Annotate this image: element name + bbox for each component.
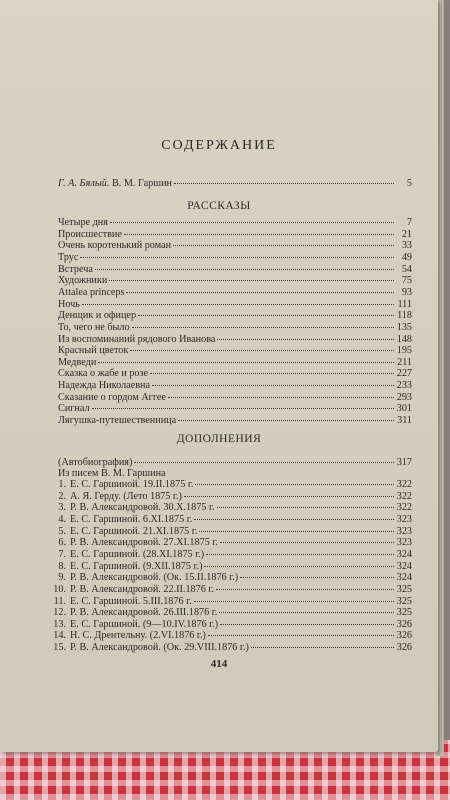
page-number: 414 <box>210 658 228 670</box>
page-ref: 326 <box>396 630 412 642</box>
entry-title: Н. С. Дрентельну. (2.VI.1876 г.) <box>70 630 206 642</box>
leader-dots <box>206 554 394 555</box>
entry-title: Е. С. Гаршиной. 6.XI.1875 г. <box>70 513 193 525</box>
page-ref: 54 <box>401 263 412 275</box>
leader-dots <box>110 222 394 223</box>
leader-dots <box>173 245 394 246</box>
entry-title: Сигнал <box>58 403 90 415</box>
toc-entry-story <box>58 217 412 228</box>
toc-entry-story <box>58 310 412 321</box>
letter-number: 15. <box>53 642 66 654</box>
leader-dots <box>150 373 394 374</box>
leader-dots <box>204 566 394 567</box>
leader-dots <box>126 292 394 293</box>
leader-dots <box>199 531 394 532</box>
entry-title: Из воспоминаний рядового Иванова <box>58 333 216 345</box>
entry-title: Денщик и офицер <box>58 310 137 322</box>
leader-dots <box>138 315 394 316</box>
leader-dots <box>194 519 394 520</box>
leader-dots <box>174 183 394 184</box>
page-ref: 195 <box>396 345 412 357</box>
leader-dots <box>178 420 394 421</box>
leader-dots <box>217 339 394 340</box>
page-ref: 21 <box>401 228 412 240</box>
toc-entry-letter <box>50 607 412 618</box>
intro-author: Г. А. Бялый. <box>58 178 110 189</box>
leader-dots <box>134 462 394 463</box>
toc-entry-story <box>58 264 412 275</box>
leader-dots <box>184 496 394 497</box>
leader-dots <box>219 612 394 613</box>
entry-title: Очень коротенький роман <box>58 240 172 252</box>
entry-title: Ночь <box>58 298 80 310</box>
letter-number: 1. <box>58 479 66 490</box>
toc-entry-story <box>58 345 412 356</box>
entry-title: Художники <box>58 275 108 287</box>
page-ref: 33 <box>401 240 412 252</box>
letter-number: 7. <box>58 548 66 560</box>
entry-title: Сказка о жабе и розе <box>58 368 149 380</box>
entry-title: Надежда Николаевна <box>58 380 150 392</box>
entry-title: Четыре дня <box>58 217 108 228</box>
entry-title: Р. В. Александровой. 27.XI.1875 г. <box>70 537 218 549</box>
leader-dots <box>132 327 394 328</box>
page-ref: 148 <box>396 333 412 345</box>
leader-dots <box>220 542 394 543</box>
letter-number: 2. <box>58 490 66 502</box>
page-ref: 323 <box>396 513 412 525</box>
toc-entry-letter <box>50 642 412 653</box>
page-ref: 323 <box>396 525 412 537</box>
entry-title: Лягушка-путешественница <box>58 415 177 427</box>
page-ref: 317 <box>396 457 412 468</box>
toc-entry-story <box>58 299 412 310</box>
leader-dots <box>80 257 394 258</box>
leader-dots <box>95 269 394 270</box>
page-ref: 324 <box>396 548 412 560</box>
entry-title: Е. С. Гаршиной. 21.XI.1875 г. <box>70 525 198 537</box>
page-ref: 111 <box>397 298 412 310</box>
letter-number: 6. <box>58 537 66 549</box>
page-ref: 293 <box>396 391 412 403</box>
toc-entry-story <box>58 415 412 426</box>
letter-number: 12. <box>53 607 66 619</box>
toc-entry-story <box>58 229 412 240</box>
section-title-additions: ДОПОЛНЕНИЯ <box>176 433 262 445</box>
leader-dots <box>109 280 394 281</box>
leader-dots <box>195 484 394 485</box>
leader-dots <box>168 397 394 398</box>
toc-entry-intro <box>58 178 412 189</box>
entry-title: Медведи <box>58 356 97 368</box>
leader-dots <box>194 601 394 602</box>
leader-dots <box>208 635 394 636</box>
toc-entry-letter <box>50 619 412 630</box>
toc-entry-story <box>58 357 412 368</box>
toc-entry-story <box>58 334 412 345</box>
entry-title: Е. С. Гаршиной. 5.III.1876 г. <box>70 595 192 607</box>
page-ref: 211 <box>397 356 412 368</box>
toc-entry-story <box>58 322 412 333</box>
entry-title: А. Я. Герду. (Лето 1875 г.) <box>70 490 182 502</box>
letter-number: 10. <box>53 583 66 595</box>
letter-number: 11. <box>53 595 66 607</box>
letter-number: 5. <box>58 525 66 537</box>
page-ref: 233 <box>396 380 412 392</box>
letter-number: 4. <box>58 513 66 525</box>
toc-entry-letter <box>50 514 412 525</box>
toc-entry-story <box>58 392 412 403</box>
page-ref: 324 <box>396 560 412 572</box>
entry-title: Р. В. Александровой. (Ок. 15.II.1876 г.) <box>70 572 239 584</box>
leader-dots <box>216 589 394 590</box>
letter-number: 3. <box>58 502 66 514</box>
page-ref: 311 <box>397 415 412 427</box>
toc-entry-letter <box>50 596 412 607</box>
toc-entry-letter <box>50 491 412 502</box>
toc-entry-autobiography: (Автобиография) 317 <box>58 457 412 468</box>
toc-entry-letter <box>50 479 412 490</box>
letter-number: 13. <box>53 618 66 630</box>
entry-title: Е. С. Гаршиной. 19.II.1875 г. <box>70 479 194 490</box>
page-ref: 227 <box>396 368 412 380</box>
letter-number: 8. <box>58 560 66 572</box>
leader-dots <box>220 624 394 625</box>
entry-title: Е. С. Гаршиной. (9—10.IV.1876 г.) <box>70 618 219 630</box>
letter-number: 14. <box>53 630 66 642</box>
toc-entry-letter <box>50 561 412 572</box>
leader-dots <box>217 507 394 508</box>
page-ref: 49 <box>401 251 412 263</box>
entry-title: Р. В. Александровой. (Ок. 29.VIII.1876 г.) <box>70 642 249 654</box>
toc-entry-letter <box>50 526 412 537</box>
intro-label: В. М. Гаршин <box>111 178 172 189</box>
entry-title: Е. С. Гаршиной. (9.XII.1875 г.) <box>70 560 203 572</box>
page-ref: 93 <box>401 286 412 298</box>
page-ref: 326 <box>396 618 412 630</box>
page-ref: 322 <box>396 490 412 502</box>
page-ref: 301 <box>396 403 412 415</box>
entry-title: Р. В. Александровой. 26.III.1876 г. <box>70 607 218 619</box>
page-ref: 5 <box>406 178 412 189</box>
toc-entry-story <box>58 380 412 391</box>
leader-dots <box>152 385 394 386</box>
leader-dots <box>251 647 394 648</box>
page-ref: 7 <box>406 217 412 228</box>
toc-entry-letter <box>50 502 412 513</box>
page-ref: 325 <box>396 595 412 607</box>
page-ref: 324 <box>396 572 412 584</box>
entry-title: Сказание о гордом Аггее <box>58 391 166 403</box>
page-ref: 135 <box>396 321 412 333</box>
page-ref: 322 <box>396 479 412 490</box>
page-ref: 323 <box>396 537 412 549</box>
leader-dots <box>82 304 394 305</box>
contents-title: СОДЕРЖАНИЕ <box>161 138 277 153</box>
letters-header: Из писем В. М. Гаршина <box>58 468 166 479</box>
leader-dots <box>240 577 394 578</box>
toc-entry-story <box>58 368 412 379</box>
page-ref: 75 <box>401 275 412 287</box>
entry-title: То, чего не было <box>58 321 130 333</box>
toc-entry-story <box>58 287 412 298</box>
entry-title: Р. В. Александровой. 30.X.1875 г. <box>70 502 215 514</box>
toc-entry-letter <box>50 630 412 641</box>
toc-entry-story <box>58 275 412 286</box>
letter-number: 9. <box>58 572 66 584</box>
page-ref: 325 <box>396 583 412 595</box>
page-ref: 322 <box>396 502 412 514</box>
entry-title: Красный цветок <box>58 345 129 357</box>
toc-entry-letter <box>50 537 412 548</box>
page-ref: 118 <box>397 310 412 322</box>
entry-title: Трус <box>58 251 79 263</box>
toc-entry-story <box>58 240 412 251</box>
page-ref: 326 <box>396 642 412 654</box>
leader-dots <box>92 408 394 409</box>
toc-entry-letter <box>50 572 412 583</box>
toc-entry-story <box>58 403 412 414</box>
leader-dots <box>130 350 394 351</box>
leader-dots <box>124 234 394 235</box>
entry-title: Е. С. Гаршиной. (28.XI.1875 г.) <box>70 548 205 560</box>
entry-title: Attalea princeps <box>58 286 125 298</box>
section-title-stories: РАССКАЗЫ <box>187 200 251 212</box>
toc-entry-letter <box>50 549 412 560</box>
entry-title: Происшествие <box>58 228 122 240</box>
page-ref: 325 <box>396 607 412 619</box>
toc-entry-story <box>58 252 412 263</box>
entry-title: Встреча <box>58 263 93 275</box>
entry-title: Р. В. Александровой. 22.II.1876 г. <box>70 583 214 595</box>
leader-dots <box>98 362 394 363</box>
toc-entry-letter <box>50 584 412 595</box>
